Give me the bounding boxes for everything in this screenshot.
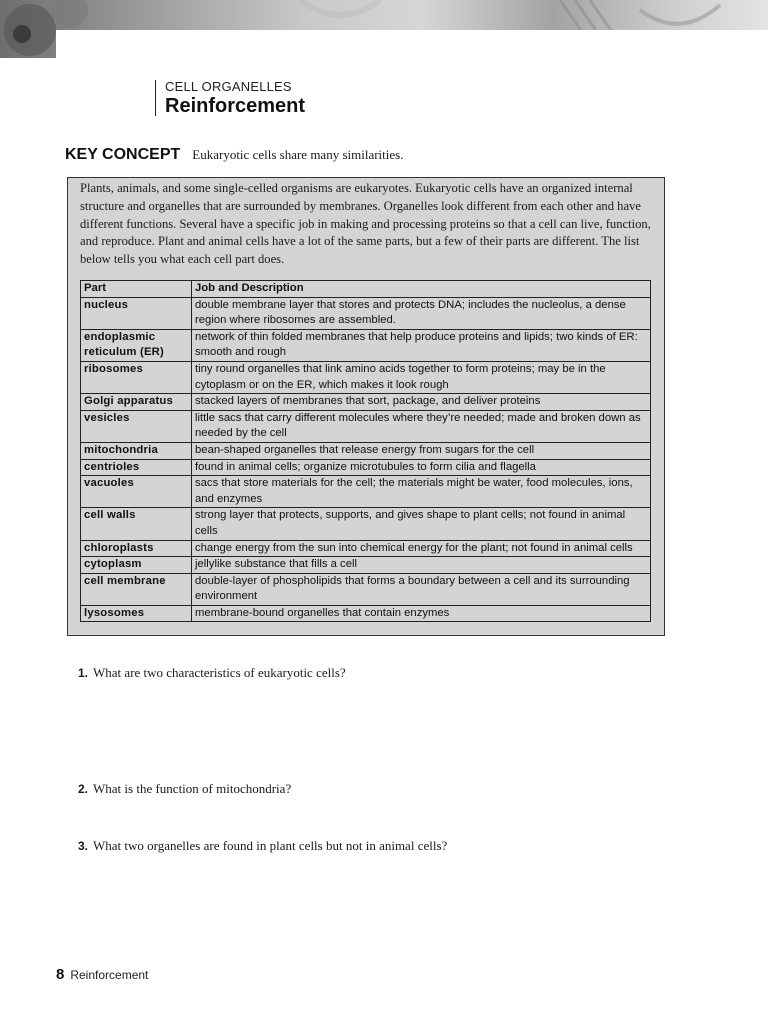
part-description: double membrane layer that stores and protects DNA; includes the nucleolus, a dense region where ribosomes are assembled. [192, 297, 651, 329]
table-row [81, 476, 651, 508]
part-description: network of thin folded membranes that help produce proteins and lipids; two kinds of ER: smooth and rough [192, 329, 651, 361]
section-label: CELL ORGANELLES [165, 79, 292, 94]
part-name: centrioles [81, 459, 192, 476]
part-description: tiny round organelles that link amino acids together to form proteins; may be in the cytoplasm or on the ER, which makes it look rough [192, 361, 651, 393]
table-row [81, 329, 651, 361]
organelle-table [80, 280, 651, 622]
question-number: 3. [78, 839, 89, 853]
question-text: What is the function of mitochondria? [93, 781, 292, 796]
part-name: Golgi apparatus [81, 394, 192, 411]
table-row [81, 361, 651, 393]
table-row [81, 557, 651, 574]
part-name: vacuoles [81, 476, 192, 508]
key-concept-label: KEY CONCEPT [65, 146, 181, 163]
header-banner-image [0, 0, 768, 58]
page-footer [56, 966, 148, 984]
part-name: nucleus [81, 297, 192, 329]
table-row [81, 297, 651, 329]
table-row [81, 508, 651, 540]
part-description: bean-shaped organelles that release energy from sugars for the cell [192, 442, 651, 459]
part-name: cell membrane [81, 573, 192, 605]
table-row [81, 540, 651, 557]
question-number: 1. [78, 666, 89, 680]
part-name: lysosomes [81, 605, 192, 622]
part-description: membrane-bound organelles that contain enzymes [192, 605, 651, 622]
question-text: What two organelles are found in plant cells but not in animal cells? [93, 838, 448, 853]
table-row [81, 459, 651, 476]
part-description: stacked layers of membranes that sort, package, and deliver proteins [192, 394, 651, 411]
table-row [81, 442, 651, 459]
table-row [81, 410, 651, 442]
question-number: 2. [78, 782, 89, 796]
question-3 [78, 838, 447, 854]
part-description: found in animal cells; organize microtubules to form cilia and flagella [192, 459, 651, 476]
part-name: cytoplasm [81, 557, 192, 574]
part-description: sacs that store materials for the cell; the materials might be water, food molecules, ions, and enzymes [192, 476, 651, 508]
key-concept-text: Eukaryotic cells share many similarities. [192, 147, 404, 162]
footer-label: Reinforcement [70, 968, 149, 982]
column-header-part: Part [81, 281, 192, 298]
part-description: double-layer of phospholipids that forms a boundary between a cell and its surrounding environment [192, 573, 651, 605]
column-header-job: Job and Description [192, 281, 651, 298]
part-description: jellylike substance that fills a cell [192, 557, 651, 574]
question-2 [78, 781, 291, 797]
question-1 [78, 665, 346, 681]
key-concept [65, 146, 685, 164]
part-name: mitochondria [81, 442, 192, 459]
part-name: chloroplasts [81, 540, 192, 557]
reading-box [67, 177, 665, 636]
intro-paragraph: Plants, animals, and some single-celled organisms are eukaryotes. Eukaryotic cells have an organized internal structure and organelles that are surrounded by membranes. Organelles look different from each other and have different functions. Several have a specific job in making and processing proteins so that a cell can live, function, and reproduce. Plant and animal cells have a lot of the same parts, but a few of their parts are different. The list below tells you what each cell part does. [80, 181, 651, 267]
part-description: little sacs that carry different molecules where they’re needed; made and broken down as needed by the cell [192, 410, 651, 442]
part-name: vesicles [81, 410, 192, 442]
banner-white-strip [56, 30, 768, 58]
part-name: ribosomes [81, 361, 192, 393]
part-description: strong layer that protects, supports, and gives shape to plant cells; not found in animal cells [192, 508, 651, 540]
question-text: What are two characteristics of eukaryotic cells? [93, 665, 346, 680]
page-number: 8 [56, 966, 65, 983]
part-name: endoplasmic reticulum (ER) [81, 329, 192, 361]
table-header-row [81, 281, 651, 298]
part-name: cell walls [81, 508, 192, 540]
table-row [81, 573, 651, 605]
table-row [81, 605, 651, 622]
page-title: Reinforcement [165, 95, 306, 117]
header-block [155, 80, 305, 116]
part-description: change energy from the sun into chemical energy for the plant; not found in animal cells [192, 540, 651, 557]
table-row [81, 394, 651, 411]
